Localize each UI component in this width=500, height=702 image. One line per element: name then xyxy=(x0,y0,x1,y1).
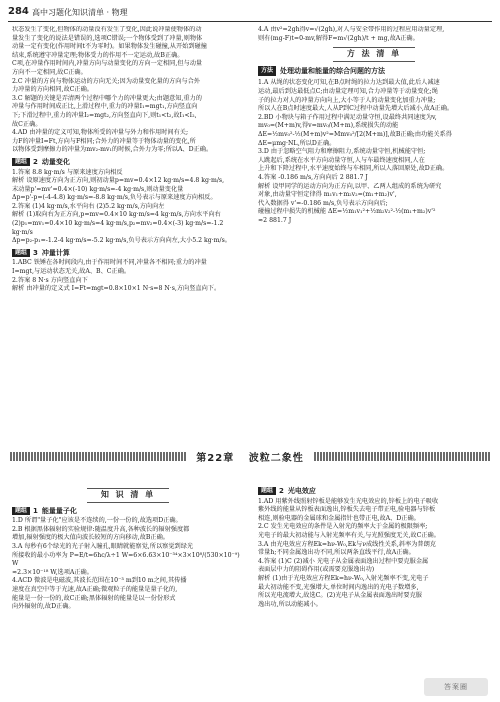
text-line: 结束,系统遵守冲量定理;物体受力的作用不一定运动,故B正确。 xyxy=(12,51,184,59)
text-line: 所以人在B点时速度最大,人从P到C过程中动量先增大后减小,故A正确。 xyxy=(258,105,454,113)
right-column-bottom xyxy=(258,484,490,696)
text-line: 解析 由冲量的定义式 I=Ft=mgt=0.8×10×1 N·s=8 N·s,方向竖直向下。 xyxy=(12,285,221,293)
text-line: I=mgt,与运动状态无关,故A、B、C正确。 xyxy=(12,268,131,276)
text-line: 2.C 发生光电效应的条件是入射光的频率大于金属的极限频率; xyxy=(258,523,428,531)
text-line: 解析 设原速度方向为正方向,则初动量p=mv=0.4×12 kg·m/s=4.8 kg·m/s, xyxy=(12,177,225,185)
topic-2-heading xyxy=(258,487,490,496)
text-line: 紫外线的能量从锌板表面逸出,锌板失去电子带正电,验电器与锌板 xyxy=(258,506,436,514)
text-line: 方向不一定相同,故C正确。 xyxy=(12,68,87,76)
left-column-bottom xyxy=(12,484,244,696)
text-line: 最大初动能不变,光强增大,单位时间内逸出的光电子数增多, xyxy=(258,583,419,591)
method-answers xyxy=(258,79,490,225)
knowledge-list-title: 知 识 清 单 xyxy=(87,488,169,503)
text-line: mv₀=(M+m)v,得v=mv₀/(M+m),系统损失的动能 xyxy=(258,122,399,130)
text-line: 1.ABC 铁锤在各时间段内,由于作用时间不同,冲量各不相同;重力的冲量 xyxy=(12,259,207,267)
topic-3-heading xyxy=(12,249,244,258)
method-heading xyxy=(258,66,490,77)
text-line: 所以光电流增大,故选C。(2)光电子从金属表面逸出时要克服 xyxy=(258,592,422,600)
text-line: 2.B 根据黑体辐射的实验规律:随温度升高,各种波长的辐射强度都 xyxy=(12,525,190,533)
topic-title: 光电效应 xyxy=(287,487,316,495)
text-line: 解析 (1)由于光电效应方程Ek=hν-W₀,入射光频率不变,光电子 xyxy=(258,574,429,582)
text-line: 3.A 由光电效应方程Ek=hν-W₀,Ek与ν成线性关系,斜率为普朗克 xyxy=(258,540,436,548)
text-line: 能量是一份一份的,故C正确;黑体辐射的能量是以一份份形式 xyxy=(12,594,176,602)
text-line: 量发生了变化的说法是错误的,选项C错误;一个物体受到了冲量,则物体 xyxy=(12,34,203,42)
text-line: 代入数据得 v'=-0.186 m/s,负号表示方向向后; xyxy=(258,199,388,207)
topic-title: 冲量计算 xyxy=(41,248,70,257)
topic-title: 动量变化 xyxy=(41,157,70,166)
chapter-title-block xyxy=(186,449,313,464)
right-top-block xyxy=(258,26,490,43)
topic-tag: 题组 xyxy=(12,507,30,515)
text-line: 上升和下降过程中,水平速度始终与车相同,所以人落回原处,故D正确。 xyxy=(258,165,449,173)
topic-tag: 题组 xyxy=(12,249,30,257)
text-line: 1.答案 8.8 kg·m/s 与原来速度方向相反 xyxy=(12,168,123,176)
right-column-top xyxy=(258,26,490,414)
text-line: 向外辐射的,故D正确。 xyxy=(12,603,75,611)
text-line: 人跳起后,系统在水平方向动量守恒,人与车最终速度相同,人在 xyxy=(258,156,425,164)
text-line: 4.AD 由冲量的定义可知,物体所受的冲量与外力和作用时间有关; xyxy=(12,129,189,137)
text-line: Δp=p'-p=(-4-4.8) kg·m/s=-8.8 kg·m/s,负号表示与原来速度方向相反。 xyxy=(12,194,217,202)
text-line: ΔE=μmg·NL,所以D正确。 xyxy=(258,139,336,147)
chapter-title: 波粒二象性 xyxy=(248,452,304,464)
text-line: 力F的冲量I=Ft,方向与F相同;合外力的冲量等于物体动量的变化,所 xyxy=(12,137,196,145)
topic-number: 2 xyxy=(33,157,38,166)
text-line: 动量一定有变化(作用时间t不为零时)。如果物体发生碰撞,从开始到碰撞 xyxy=(12,43,207,51)
text-line: Δp=p₂-p₁=-1.2-4 kg·m/s=-5.2 kg·m/s,负号表示方向向左,大小5.2 kg·m/s。 xyxy=(12,237,231,245)
text-line: 表面层中力的阻碍作用(或需要克服逸出功) xyxy=(258,566,375,574)
text-line: 碰撞过程中损失的机械能 ΔE=½m₁v₁²+½m₂v₂²-½(m₁+m₂)v'² xyxy=(258,208,436,216)
text-line: 下;下滑过程中,重力的冲量I₂=mgt₂,方向竖直向下,则t₁<t₂,故I₁<I₂, xyxy=(12,111,197,119)
topic-1-heading xyxy=(12,507,244,516)
left-top-block xyxy=(12,26,244,155)
method-list-heading xyxy=(258,47,490,62)
topic-number: 3 xyxy=(33,248,38,257)
page-number: 284 xyxy=(8,6,29,17)
text-line: 子的拉力对人的冲量方向向上,大小等于人的动量变化加重力冲量; xyxy=(258,96,436,104)
method-list-title: 方 法 清 单 xyxy=(333,47,415,62)
text-line: (2)p₁=mv₁=0.4×10 kg·m/s=4 kg·m/s,p₂=mv₂=0.4×(-3) kg·m/s=-1.2 kg·m/s xyxy=(12,220,224,236)
text-line: 3.A 每秒有6个绿光的光子射入瞳孔,眼睛就能察觉,所以察觉到绿光 xyxy=(12,542,194,550)
text-line: 常量h;不同金属逸出功不同,所以两条直线平行,故A正确。 xyxy=(258,549,415,557)
text-line: 4.ACD 微波是电磁波,其波长范围在10⁻³ m到10 m之间,其传播 xyxy=(12,577,187,585)
text-line: 4.答案 (1)C (2)减小 光电子从金属表面逸出过程中要克服金属 xyxy=(258,557,429,565)
text-line: 1.D 所谓"量子化"应该是不连续的,一份一份的,故选项D正确。 xyxy=(12,517,182,525)
text-line: 状态发生了变化,但物体的动量没有发生了变化,因此说冲量使物体的动 xyxy=(12,26,202,33)
left-column-top xyxy=(12,26,244,414)
chapter-banner xyxy=(10,448,490,464)
knowledge-list-heading xyxy=(12,488,244,503)
text-line: 速度在真空中等于光速,故A正确;微观粒子的能量是量子化的, xyxy=(12,585,178,593)
text-line: 逸出功,所以动能减小。 xyxy=(258,600,322,608)
topic-title: 能量量子化 xyxy=(41,506,77,515)
text-line: 运动,最后到达最低点C;由动量定理可知,合力冲量等于动量变化;绳 xyxy=(258,87,438,95)
text-line: 解析 (1)取向右为正方向,p=mv=0.4×10 kg·m/s=4 kg·m/s,方向水平向右 xyxy=(12,211,221,219)
banner-stripes-left xyxy=(10,452,186,461)
text-line: 冲量与作用时间成正比,上滑过程中,重力的冲量I₁=mgt₁,方向竖直向 xyxy=(12,103,198,111)
text-line: 2.答案 (1)4 kg·m/s,水平向右 (2)5.2 kg·m/s,方向向左 xyxy=(12,202,165,210)
page-header xyxy=(0,0,500,24)
topic-1-answers xyxy=(12,517,244,612)
text-line: 增加,辐射强度的极大值向波长较短的方向移动,故B正确。 xyxy=(12,534,169,542)
topic-number: 1 xyxy=(33,506,38,515)
text-line: 解析 设甲同学的运动方向为正方向,以甲、乙两人组成的系统为研究 xyxy=(258,182,442,190)
topic-2-answers xyxy=(12,169,244,246)
topic-number: 2 xyxy=(279,487,284,495)
topic-3-answers xyxy=(12,259,244,293)
topic-2-heading xyxy=(12,158,244,167)
topic-tag: 题组 xyxy=(258,487,276,495)
text-line: 2.答案 8 N·s 方向竖直向下 xyxy=(12,276,88,284)
text-line: ≈2 881.7 J xyxy=(258,216,292,224)
text-line: 力冲量的方向相同,故C正确。 xyxy=(12,86,93,94)
header-rule xyxy=(8,21,492,22)
text-line: ΔE=½mv₀²-½(M+m)v²=Mmv₀²/[2(M+m)],故B正确;由功能关系得 xyxy=(258,130,452,138)
text-line: 以物体受到摩擦力的冲量为mv₂-mv₁的时候,合外力为零;所以A、D正确。 xyxy=(12,146,213,154)
text-line: 1.A 从绳的状态变化可知,在B点时绳的拉力达到最大值,此后人减速 xyxy=(258,79,440,87)
text-line: 4.A 由v²=2gh得v=√(2gh),对人与安全带作用的过程应用动量定理, xyxy=(258,26,445,33)
text-line: 2.C 冲量的方向与物体运动的方向无关;因为动量变化量的方向与合外 xyxy=(12,77,200,85)
text-line: 末动量p'=mv'=0.4×(-10) kg·m/s=-4 kg·m/s,则动量变化量 xyxy=(12,185,184,193)
text-line: 2.BD 小物块与箱子作用过程中满足动量守恒,设最终共同速度为v, xyxy=(258,113,437,121)
text-line: 1.AD 用紫外线照射锌板是能够发生光电效应的,锌板上的电子吸收 xyxy=(258,497,439,505)
banner-stripes-right xyxy=(314,452,490,461)
running-title: 高中习题化知识清单 · 物理 xyxy=(32,8,128,17)
text-line: 故C正确。 xyxy=(12,120,42,128)
text-line: 3.D 由于忽略空气阻力和摩擦阻力,系统动量守恒,机械能守恒; xyxy=(258,148,426,156)
chapter-number: 第22章 xyxy=(196,452,235,464)
text-line: C项,在冲量作用时间内,冲量方向与动量变化的方向一定相同,但与动量 xyxy=(12,60,203,68)
text-line: 相连,则验电器的金属球和金属指针也带正电,故A、D正确。 xyxy=(258,514,420,522)
text-line: 则有(mg-F)t=0-mv,解得F=m√(2gh)/t + mg,故A正确。 xyxy=(258,34,419,42)
text-line: 4.答案 -0.186 m/s,方向向后 2 881.7 J xyxy=(258,173,368,181)
watermark-logo: 答案圈 xyxy=(424,678,488,696)
method-tag: 方法 xyxy=(258,66,276,77)
text-line: 光电子的最大初动能与入射光频率有关,与光照强度无关,故C正确。 xyxy=(258,531,440,539)
text-line: 所接收的最小功率为 P=E/t=6hc/λ÷1 W=6×6.63×10⁻³⁴×3×10⁸/(530×10⁻⁹) W xyxy=(12,551,240,568)
text-line: ≈2.3×10⁻¹⁸ W,选项A正确。 xyxy=(12,568,93,576)
method-title: 处理动量和能量的综合问题的方法 xyxy=(280,66,386,75)
text-line: 对象,由动量守恒定律得 m₁v₁+m₂v₂=(m₁+m₂)v', xyxy=(258,191,397,199)
topic-tag: 题组 xyxy=(12,158,30,166)
topic-2-answers xyxy=(258,498,490,610)
text-line: 3.C 解题的关键是弄清两个过程中哪个力的冲量更大;由题意知,重力的 xyxy=(12,94,202,102)
